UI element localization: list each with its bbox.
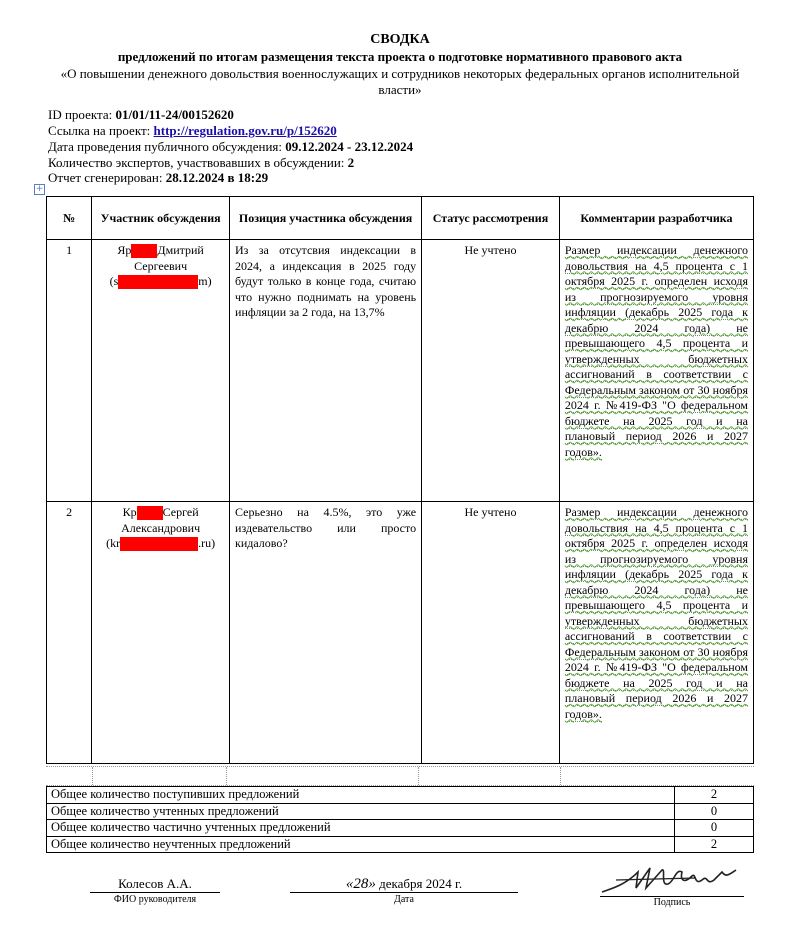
- experts-count-value: 2: [347, 155, 355, 170]
- summary-row: [47, 820, 754, 837]
- header-participant: Участник обсуждения: [92, 197, 230, 240]
- date-underline: [290, 892, 518, 893]
- document-subtitle: предложений по итогам размещения текста проекта о подготовке нормативного правового акта: [117, 49, 683, 64]
- gridline: [226, 767, 227, 785]
- project-link-line: [48, 123, 337, 139]
- head-name: Колесов А.А.: [118, 876, 192, 891]
- signature-scribble-icon: [596, 858, 746, 898]
- summary-row: [47, 803, 754, 820]
- gridline: [92, 767, 93, 785]
- project-id-label: ID проекта:: [48, 107, 113, 122]
- status-cell: Не учтено: [422, 502, 560, 764]
- summary-value: 2: [675, 836, 754, 853]
- discussion-dates-label: Дата проведения публичного обсуждения:: [48, 139, 282, 154]
- gridline: [560, 767, 561, 785]
- comment-cell: [559, 502, 753, 764]
- email-end: m): [198, 274, 212, 288]
- comment-cell: [559, 240, 753, 502]
- header-comments: Комментарии разработчика: [559, 197, 753, 240]
- header-status: Статус рассмотрения: [422, 197, 560, 240]
- date-label: Дата: [394, 894, 414, 905]
- redaction-block: [137, 506, 163, 520]
- header-num: №: [47, 197, 92, 240]
- summary-label: Общее количество частично учтенных предложений: [47, 820, 675, 837]
- proposals-table: [46, 196, 754, 764]
- table-row: [47, 240, 754, 502]
- header-position: Позиция участника обсуждения: [230, 197, 422, 240]
- report-generated-label: Отчет сгенерирован:: [48, 170, 163, 185]
- discussion-dates-line: [48, 139, 413, 155]
- table-header-row: [47, 197, 754, 240]
- redaction-block: [120, 537, 198, 551]
- gridline: [418, 767, 419, 785]
- act-name: «О повышении денежного довольствия военнослужащих и сотрудников некоторых федеральных органов исполнительной власти»: [60, 66, 740, 97]
- developer-comment: Размер индексации денежного довольствия на 4,5 процента с 1 октября 2025 г. определен исходя из прогнозируемого уровня инфляции (декабрь 2025 года к декабрю 2024 года) не превышающего 4,5 процента и утвержденных бюджетных ассигнований в соответствии с Федеральным законом от 30 ноября 2024 г. №419-ФЗ "О федеральном бюджете на 2025 год и на плановый период 2026 и 2027 годов».: [564, 505, 748, 721]
- project-id-line: [48, 107, 234, 123]
- participant-cell: [92, 502, 230, 764]
- report-generated-line: [48, 170, 268, 186]
- email-end: .ru): [198, 536, 216, 550]
- position-cell: Серьезно на 4.5%, это уже издевательство или просто кидалово?: [230, 502, 422, 764]
- summary-row: [47, 836, 754, 853]
- redaction-block: [118, 275, 198, 289]
- summary-table: [46, 786, 754, 853]
- experts-count-line: [48, 155, 354, 171]
- participant-patronymic: Александрович: [121, 520, 201, 535]
- head-name-underline: [90, 892, 220, 893]
- project-link[interactable]: http://regulation.gov.ru/p/152620: [153, 123, 337, 138]
- email-start: (kr: [106, 536, 121, 550]
- summary-label: Общее количество учтенных предложений: [47, 803, 675, 820]
- email-start: (s: [109, 274, 119, 288]
- head-name-label: ФИО руководителя: [113, 894, 197, 905]
- table-gridline-row: [46, 766, 754, 786]
- participant-patronymic: Сергеевич: [134, 258, 188, 273]
- experts-count-label: Количество экспертов, участвовавших в обсуждении:: [48, 155, 345, 170]
- summary-value: 0: [675, 803, 754, 820]
- summary-value: 0: [675, 820, 754, 837]
- discussion-dates-value: 09.12.2024 - 23.12.2024: [285, 139, 414, 154]
- report-generated-value: 28.12.2024 в 18:29: [165, 170, 269, 185]
- project-id-value: 01/01/11-24/00152620: [115, 107, 234, 122]
- status-cell: Не учтено: [422, 240, 560, 502]
- row-num: 2: [47, 502, 92, 764]
- date-rest: декабря 2024 г.: [379, 876, 463, 891]
- table-move-handle-icon[interactable]: +: [35, 184, 44, 194]
- table-row: [47, 502, 754, 764]
- date-day: «28»: [345, 876, 376, 892]
- participant-surname-part: Кр: [122, 505, 137, 519]
- summary-label: Общее количество неучтенных предложений: [47, 836, 675, 853]
- participant-first-name: Дмитрий: [157, 243, 204, 257]
- participant-surname-part: Яр: [117, 243, 132, 257]
- participant-first-name: Сергей: [162, 505, 199, 519]
- signature-label: Подпись: [653, 897, 691, 908]
- document-title: СВОДКА: [370, 32, 430, 47]
- summary-value: 2: [675, 787, 754, 804]
- row-num: 1: [47, 240, 92, 502]
- summary-row: [47, 787, 754, 804]
- redaction-block: [131, 244, 157, 258]
- date-field: [290, 876, 518, 893]
- participant-cell: [92, 240, 230, 502]
- project-link-label: Ссылка на проект:: [48, 123, 151, 138]
- summary-label: Общее количество поступивших предложений: [47, 787, 675, 804]
- position-cell: Из за отсутсвия индексации в 2024, а индексация в 2025 году будут только в конце года, считаю что нужно поднимать на уровень инфляции за 2 года, на 13,7%: [230, 240, 422, 502]
- developer-comment: Размер индексации денежного довольствия на 4,5 процента с 1 октября 2025 г. определен исходя из прогнозируемого уровня инфляции (декабрь 2025 года к декабрю 2024 года) не превышающего 4,5 процента и утвержденных бюджетных ассигнований в соответствии с Федеральным законом от 30 ноября 2024 г. №419-ФЗ "О федеральном бюджете на 2025 год и на плановый период 2026 и 2027 годов».: [564, 243, 748, 459]
